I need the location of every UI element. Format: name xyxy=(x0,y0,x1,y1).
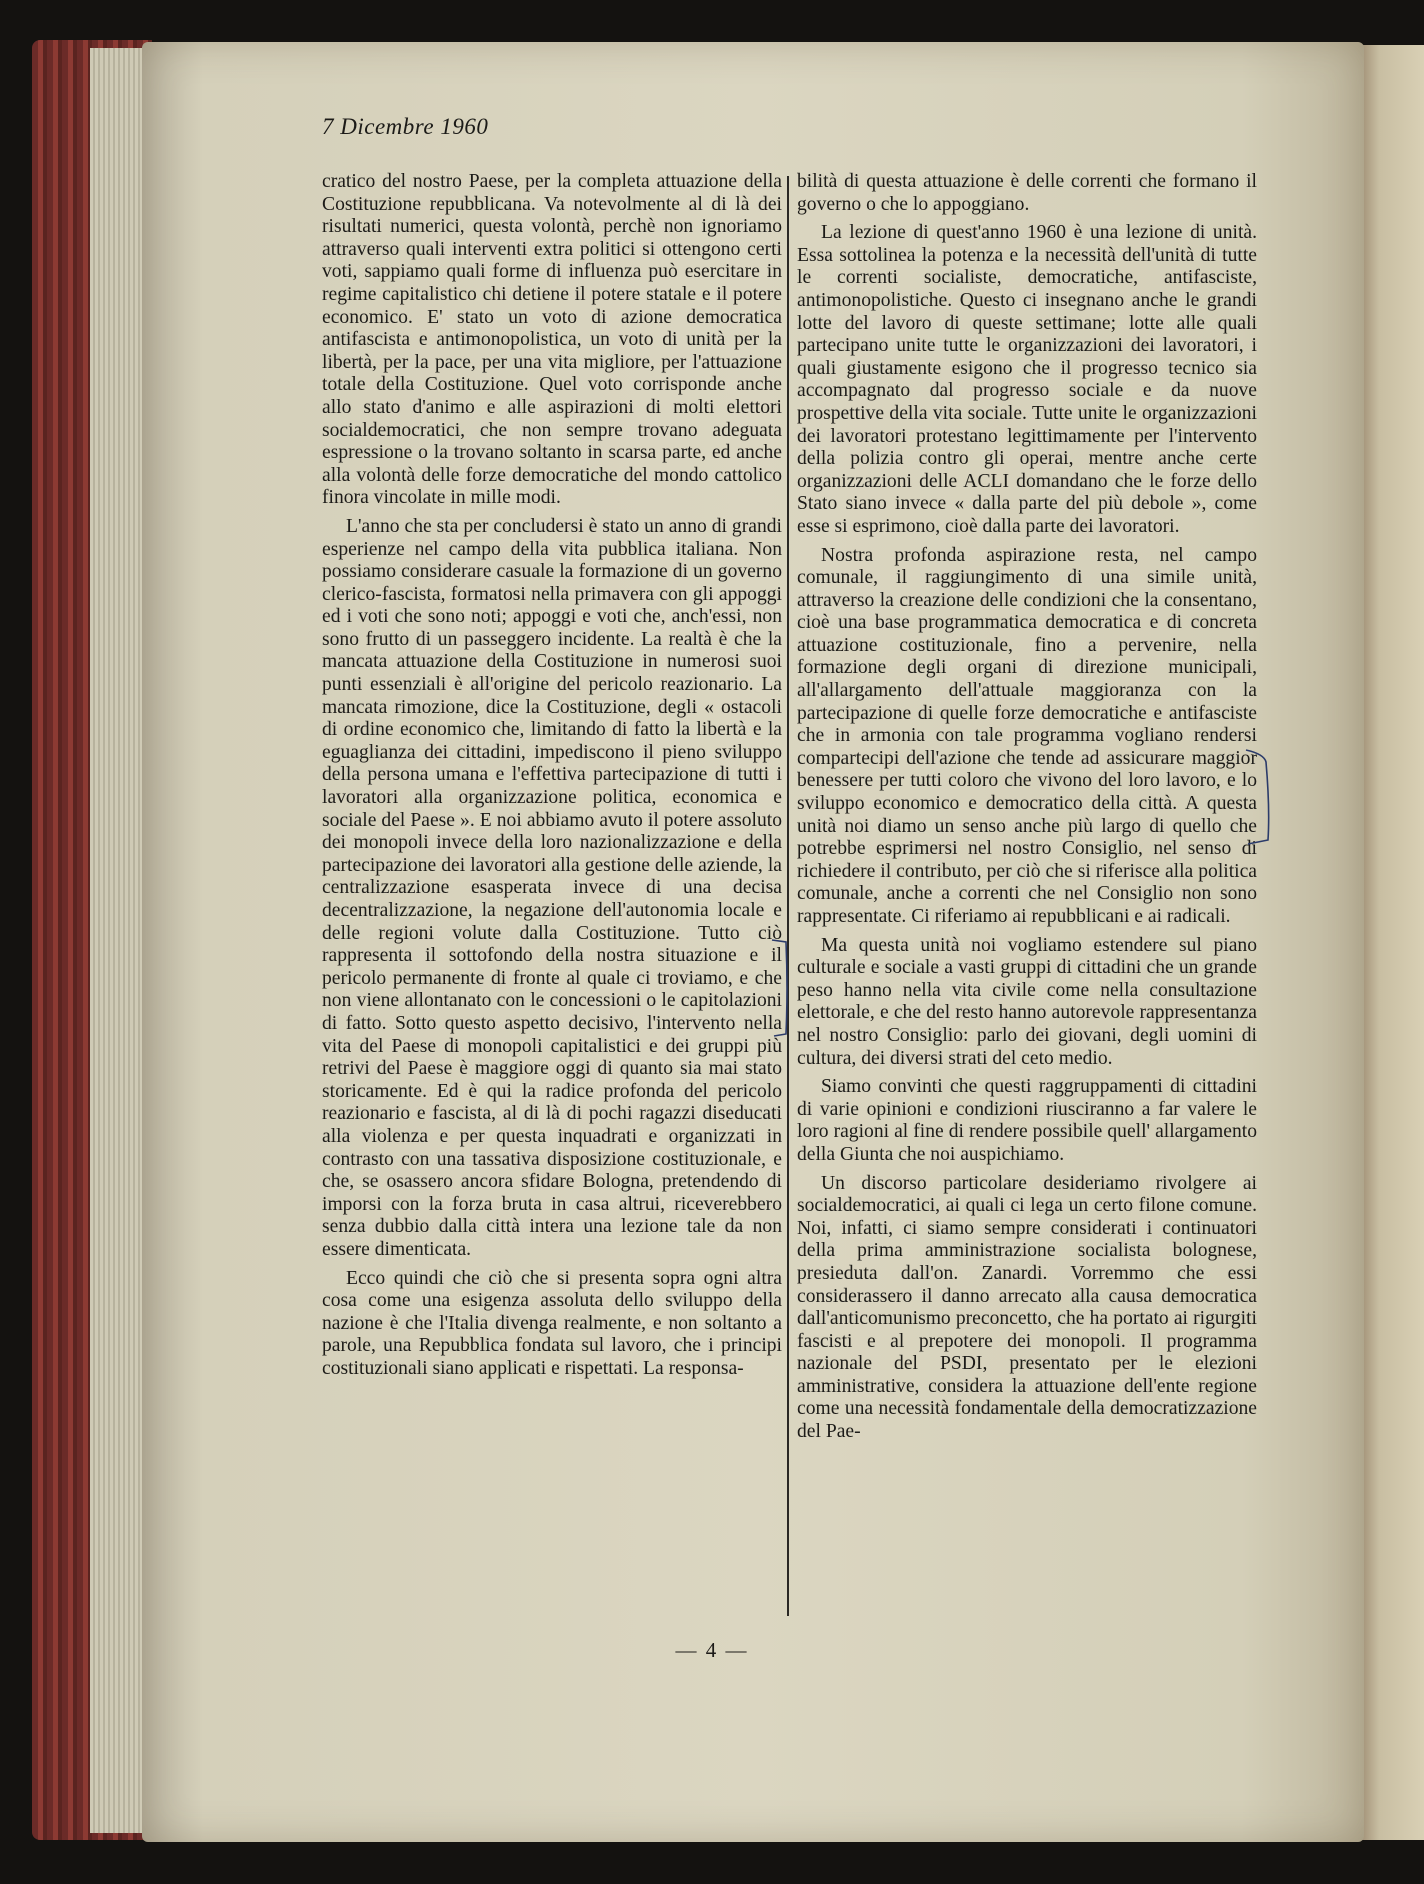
adjacent-page-edge xyxy=(1360,45,1424,1840)
paragraph: Nostra profonda aspirazione resta, nel campo comunale, il raggiungimento di una simile unità, attraverso la creazione delle condizioni che la consentano, cioè una base programmatica democratica e di concreta attuazione costituzionale, fino a pervenire, nella formazione degli organi di direzione municipali, all'allargamento dell'attuale maggioranza con la partecipazione di quelle forze democratiche e antifasciste che in armonia con tale programma vogliano rendersi compartecipi dell'azione che tende ad assicurare maggior benessere per tutti coloro che vivono del loro lavoro, e lo sviluppo economico e democratico della città. A questa unità noi diamo un senso anche più largo di quello che potrebbe esprimersi nel nostro Consiglio, nel senso di richiedere il contributo, per ciò che si riferisce alla politica comunale, anche a correnti che nel Consiglio non sono rappresentate. Ci riferiamo ai repubblicani e ai radicali. xyxy=(797,544,1257,927)
column-divider-line xyxy=(787,176,789,1616)
paragraph: bilità di questa attuazione è delle correnti che formano il governo o che lo appoggiano. xyxy=(797,171,1257,215)
paragraph: Siamo convinti che questi raggruppamenti di cittadini di varie opinioni e condizioni riusciranno a far valere le loro ragioni al fine di rendere possibile quell' allargamento della Giunta che noi auspichiamo. xyxy=(797,1076,1257,1165)
paragraph: La lezione di quest'anno 1960 è una lezione di unità. Essa sottolinea la potenza e la necessità dell'unità di tutte le correnti socialiste, democratiche, antifasciste, antimonopolistiche. Questo ci insegnano anche le grandi lotte del lavoro di queste settimane; lotte alle quali partecipano unite tutte le organizzazioni dei lavoratori, i quali giustamente esigono che il progresso tecnico sia accompagnato dal progresso sociale e da nuove prospettive della vita sociale. Tutte unite le organizzazioni dei lavoratori protestano legittimamente per l'intervento della polizia contro gli operai, mentre anche certe organizzazioni delle ACLI domandano che le forze dello Stato siano invece « dalla parte del più debole », come esse si esprimono, cioè dalla parte dei lavoratori. xyxy=(797,222,1257,537)
right-text-column xyxy=(797,171,1257,1444)
paragraph: cratico del nostro Paese, per la completa attuazione della Costituzione repubblicana. Va notevolmente al di là dei risultati numerici, questa volontà, perchè non ignoriamo attraverso quali interventi extra politici si ottengono certi voti, sappiamo quali forme di influenza può esercitare in regime capitalistico chi detiene il potere statale e il potere economico. E' stato un voto di azione democratica antifascista e antimonopolistica, un voto di unità per la libertà, per la pace, per una vita migliore, per l'attuazione totale della Costituzione. Quel voto corrisponde anche allo stato d'animo e alle aspirazioni di molti elettori socialdemocratici, che non sempre trovano adeguata espressione o la trovano soltanto in scarsa parte, ed anche alla volontà delle forze democratiche del mondo cattolico finora vincolate in mille modi. xyxy=(322,171,782,509)
page-number: — 4 — xyxy=(675,1638,749,1662)
page-stack-edge xyxy=(90,48,150,1833)
paragraph: Ma questa unità noi vogliamo estendere sul piano culturale e sociale a vasti gruppi di cittadini che un grande peso hanno nella vita civile come nella consultazione elettorale, e che del resto hanno autorevole rappresentanza nel nostro Consiglio: parlo dei giovani, degli uomini di cultura, dei diversi strati del ceto medio. xyxy=(797,934,1257,1069)
paragraph: Ecco quindi che ciò che si presenta sopra ogni altra cosa come una esigenza assoluta dello sviluppo della nazione è che l'Italia divenga realmente, e non soltanto a parole, una Repubblica fondata sul lavoro, che i principi costituzionali siano applicati e rispettati. La responsa- xyxy=(322,1267,782,1379)
paragraph: Un discorso particolare desideriamo rivolgere ai socialdemocratici, ai quali ci lega un certo filone comune. Noi, infatti, ci siamo sempre considerati i continuatori della prima amministrazione socialista bolognese, presieduta dall'on. Zanardi. Vorremmo che essi considerassero il danno arrecato alla causa democratica dall'anticomunismo preconcetto, che ha portato ai rigurgiti fascisti e al prepotere dei monopoli. Il programma nazionale del PSDI, presentato per le elezioni amministrative, considera la attuazione dell'ente regione come una necessità fondamentale della democratizzazione del Pae- xyxy=(797,1172,1257,1443)
paragraph: L'anno che sta per concludersi è stato un anno di grandi esperienze nel campo della vita pubblica italiana. Non possiamo considerare casuale la formazione di un governo clerico-fascista, formatosi nella primavera con gli appoggi ed i voti che sono noti; appoggi e voti che, anch'essi, non sono frutto di un passeggero incidente. La realtà è che la mancata attuazione della Costituzione in numerosi suoi punti essenziali è all'origine del pericolo reazionario. La mancata rimozione, dice la Costituzione, degli « ostacoli di ordine economico che, limitando di fatto la libertà e la eguaglianza dei cittadini, impediscono il pieno sviluppo della persona umana e l'effettiva partecipazione di tutti i lavoratori alla organizzazione politica, economica e sociale del Paese ». E noi abbiamo avuto il potere assoluto dei monopoli invece della loro nazionalizzazione e della partecipazione dei lavoratori alla gestione delle aziende, la centralizzazione esasperata invece di una decisa decentralizzazione, la negazione dell'autonomia locale e delle regioni volute dalla Costituzione. Tutto ciò rappresenta il sottofondo della nostra situazione e il pericolo permanente di fronte al quale ci troviamo, e che non viene allontanato con le concessioni o le capitolazioni di fatto. Sotto questo aspetto decisivo, l'intervento nella vita del Paese di monopoli capitalistici e dei gruppi più retrivi del Paese è maggiore oggi di quanto sia mai stato storicamente. Ed è qui la radice profonda del pericolo reazionario e fascista, al di là di pochi ragazzi diseducati alla violenza e per questa inquadrati e organizzati in contrasto con una tassativa disposizione costituzionale, e che, se osassero ancora sfidare Bologna, pretendendo di imporsi con la forza bruta in casa altrui, riceverebbero senza dubbio dalla città intera una lezione tale da non essere dimenticata. xyxy=(322,515,782,1260)
left-text-column xyxy=(322,171,782,1380)
page-date-header: 7 Dicembre 1960 xyxy=(322,114,489,139)
